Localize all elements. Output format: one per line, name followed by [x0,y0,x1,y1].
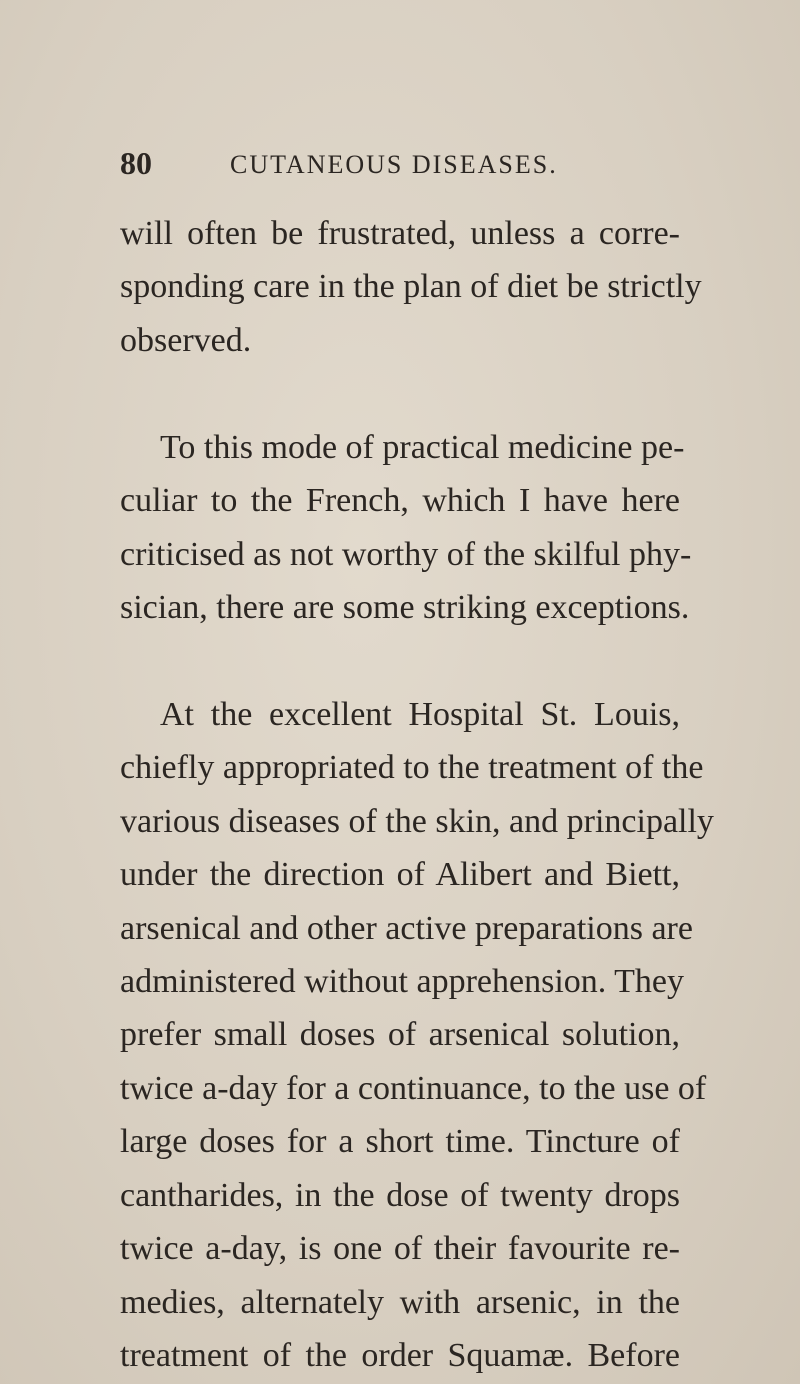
text-line: twice a-day, is one of their favourite re- [120,1230,680,1268]
page-number: 80 [120,145,152,181]
text-line: cantharides, in the dose of twenty drops [120,1176,680,1214]
text-line: treatment of the order Squamæ. Before [120,1337,680,1374]
text-line: various diseases of the skin, and principally [120,802,714,840]
text-line: criticised as not worthy of the skilful phy- [120,535,692,573]
text-line: At the excellent Hospital St. Louis, [160,695,680,733]
text-line: prefer small doses of arsenical solution, [120,1016,680,1054]
text-line: twice a-day for a continuance, to the use of [120,1069,707,1107]
text-line: will often be frustrated, unless a corre- [120,215,680,252]
text-line: observed. [120,321,252,359]
text-line: culiar to the French, which I have here [120,482,680,520]
text-line: medies, alternately with arsenic, in the [120,1283,680,1321]
text-line: arsenical and other active preparations are [120,909,693,947]
text-line: under the direction of Alibert and Biett, [120,856,680,894]
text-line: To this mode of practical medicine pe- [160,428,685,466]
text-line: administered without apprehension. They [120,963,685,1000]
text-line: sponding care in the plan of diet be strictly [120,268,702,306]
text-line: large doses for a short time. Tincture of [120,1123,680,1161]
page-header [120,143,680,183]
text-line: sician, there are some striking exceptions. [120,589,690,626]
running-head: CUTANEOUS DISEASES. [230,150,558,179]
text-line: chiefly appropriated to the treatment of the [120,749,704,787]
